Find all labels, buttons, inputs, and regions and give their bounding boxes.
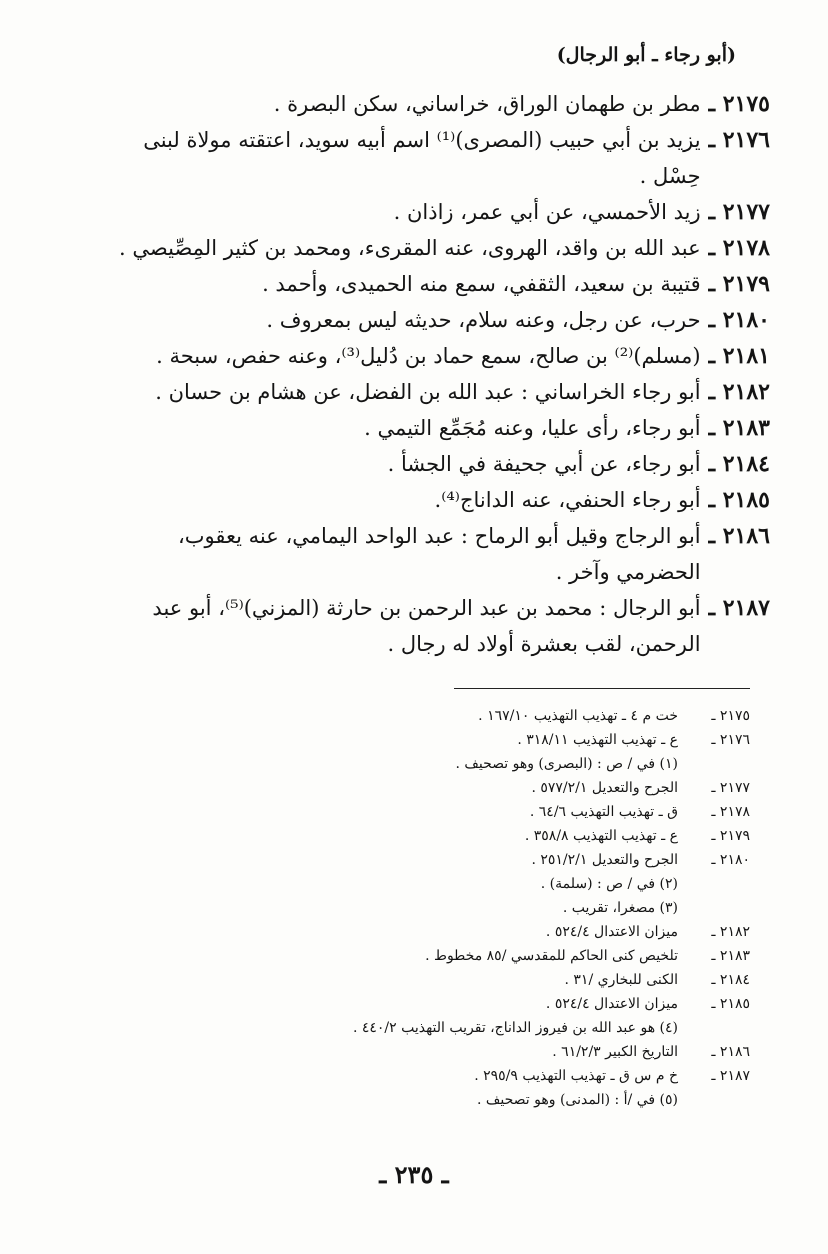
entry-text: حرب، عن رجل، وعنه سلام، حديثه ليس بمعروف . [266, 308, 701, 332]
entry-number: ٢١٧٩ ـ [708, 271, 770, 297]
footnote-row [250, 896, 750, 920]
entry-text: قتيبة بن سعيد، الثقفي، سمع منه الحميدى، وأحمد . [262, 272, 701, 296]
entries-list [110, 86, 770, 662]
entry-2181 [110, 338, 770, 374]
footnote-row [250, 752, 750, 776]
footnote-number: ٢١٧٦ ـ [711, 732, 750, 748]
entry-number: ٢١٨٥ ـ [708, 487, 770, 513]
footnote-row [250, 800, 750, 824]
entry-number: ٢١٨١ ـ [708, 343, 770, 369]
footnote-text: الجرح والتعديل ٢٥١/٢/١ . [531, 852, 678, 868]
footnote-row [250, 1016, 750, 1040]
footnote-number: ٢١٧٥ ـ [711, 708, 750, 724]
entry-text: أبو رجاء الحنفي، عنه الداناج⁽⁴⁾. [434, 488, 701, 512]
entry-text: مطر بن طهمان الوراق، خراساني، سكن البصرة . [273, 92, 701, 116]
running-header: (أبو رجاء ـ أبو الرجال) [556, 44, 736, 66]
entry-number: ٢١٨٢ ـ [708, 379, 770, 405]
entry-text: زيد الأحمسي، عن أبي عمر، زاذان . [393, 200, 701, 224]
footnote-number: ٢١٨٠ ـ [711, 852, 750, 868]
footnote-number: ٢١٨٤ ـ [711, 972, 750, 988]
footnote-text: خت م ٤ ـ تهذيب التهذيب ١٦٧/١٠ . [478, 708, 678, 724]
entry-number: ٢١٧٥ ـ [708, 91, 770, 117]
entry-text: يزيد بن أبي حبيب (المصرى)⁽¹⁾ اسم أبيه سويد، اعتقته مولاة لبنى حِسْل . [143, 128, 701, 188]
entry-text: أبو رجاء الخراساني : عبد الله بن الفضل، عن هشام بن حسان . [155, 380, 701, 404]
footnote-row [250, 776, 750, 800]
entry-2178 [110, 230, 770, 266]
entry-2175 [110, 86, 770, 122]
page-number: ـ ٢٣٥ ـ [379, 1160, 449, 1189]
footnote-text: (٥) في /أ : (المدنى) وهو تصحيف . [476, 1092, 678, 1108]
footnote-number: ٢١٧٨ ـ [711, 804, 750, 820]
entry-2182 [110, 374, 770, 410]
footnote-row [250, 824, 750, 848]
entry-number: ٢١٧٦ ـ [708, 127, 770, 153]
footnote-row [250, 920, 750, 944]
footnote-row [250, 1088, 750, 1112]
entry-2183 [110, 410, 770, 446]
entry-2179 [110, 266, 770, 302]
footnote-text: التاريخ الكبير ٦١/٢/٣ . [552, 1044, 678, 1060]
footnote-text: ع ـ تهذيب التهذيب ٣٥٨/٨ . [524, 828, 678, 844]
entry-2184 [110, 446, 770, 482]
entry-2180 [110, 302, 770, 338]
footnote-text: خ م س ق ـ تهذيب التهذيب ٢٩٥/٩ . [474, 1068, 678, 1084]
footnote-number: ٢١٨٣ ـ [711, 948, 750, 964]
footnote-row [250, 728, 750, 752]
footnote-row [250, 1040, 750, 1064]
footnote-number: ٢١٨٥ ـ [711, 996, 750, 1012]
entry-text: أبو رجاء، عن أبي جحيفة في الجشأ . [387, 452, 701, 476]
entry-2186 [110, 518, 770, 590]
footnote-text: (١) في / ص : (البصرى) وهو تصحيف . [455, 756, 678, 772]
footnote-text: (٤) هو عبد الله بن فيروز الداناج، تقريب التهذيب ٤٤٠/٢ . [352, 1020, 678, 1036]
entry-number: ٢١٧٨ ـ [708, 235, 770, 261]
footnote-row [250, 1064, 750, 1088]
footnote-row [250, 872, 750, 896]
entry-text: عبد الله بن واقد، الهروى، عنه المقرىء، ومحمد بن كثير المِصِّيصي . [119, 236, 701, 260]
footnote-text: ق ـ تهذيب التهذيب ٦٤/٦ . [529, 804, 678, 820]
footnote-number: ٢١٧٩ ـ [711, 828, 750, 844]
footnote-text: الجرح والتعديل ٥٧٧/٢/١ . [531, 780, 678, 796]
footnote-text: (٣) مصغرا، تقريب . [562, 900, 678, 916]
footnote-text: (٢) في / ص : (سلمة) . [540, 876, 678, 892]
footnote-row [250, 848, 750, 872]
entry-number: ٢١٨٧ ـ [708, 595, 770, 621]
entry-number: ٢١٨٤ ـ [708, 451, 770, 477]
entry-text: أبو الرجال : محمد بن عبد الرحمن بن حارثة (المزني)⁽⁵⁾، أبو عبد الرحمن، لقب بعشرة أولاد له رجال . [152, 596, 701, 656]
footnote-row [250, 968, 750, 992]
footnote-row [250, 944, 750, 968]
entry-text: أبو الرجاج وقيل أبو الرماح : عبد الواحد اليمامي، عنه يعقوب، الحضرمي وآخر . [177, 524, 701, 584]
footnote-row [250, 704, 750, 728]
entry-2185 [110, 482, 770, 518]
entry-2187 [110, 590, 770, 662]
footnote-number: ٢١٨٦ ـ [711, 1044, 750, 1060]
footnote-text: ع ـ تهذيب التهذيب ٣١٨/١١ . [517, 732, 678, 748]
entry-text: (مسلم)⁽²⁾ بن صالح، سمع حماد بن دُليل⁽³⁾، وعنه حفص، سبحة . [156, 344, 701, 368]
footnotes [250, 704, 750, 1112]
entry-text: أبو رجاء، رأى عليا، وعنه مُجَمِّع التيمي . [364, 416, 701, 440]
entry-2176 [110, 122, 770, 194]
footnote-number: ٢١٨٢ ـ [711, 924, 750, 940]
entry-number: ٢١٨٦ ـ [708, 523, 770, 549]
entry-number: ٢١٨٠ ـ [708, 307, 770, 333]
footnote-text: ميزان الاعتدال ٥٢٤/٤ . [545, 996, 678, 1012]
footnote-text: الكنى للبخاري /٣١ . [564, 972, 678, 988]
entry-number: ٢١٨٣ ـ [708, 415, 770, 441]
footnote-row [250, 992, 750, 1016]
footnote-text: ميزان الاعتدال ٥٢٤/٤ . [545, 924, 678, 940]
entry-2177 [110, 194, 770, 230]
footnote-number: ٢١٧٧ ـ [711, 780, 750, 796]
entry-number: ٢١٧٧ ـ [708, 199, 770, 225]
footnote-number: ٢١٨٧ ـ [711, 1068, 750, 1084]
footnote-divider [454, 688, 750, 689]
footnote-text: تلخيص كنى الحاكم للمقدسي /٨٥ مخطوط . [425, 948, 678, 964]
